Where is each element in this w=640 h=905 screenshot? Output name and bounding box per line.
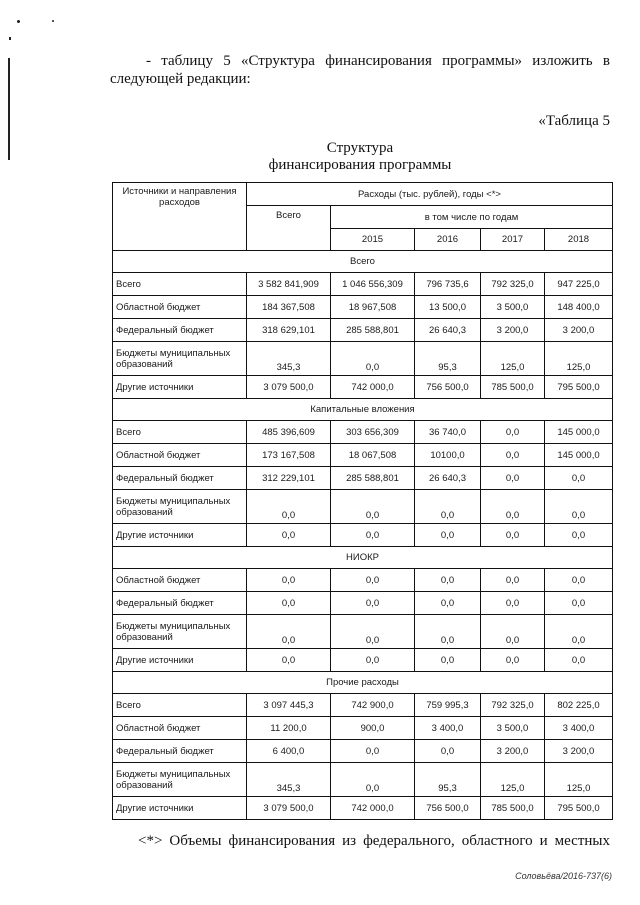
value-cell: 0,0 — [247, 592, 331, 615]
value-cell: 125,0 — [545, 763, 613, 797]
value-cell: 3 200,0 — [545, 319, 613, 342]
value-cell: 345,3 — [247, 342, 331, 376]
scan-dot — [52, 20, 54, 22]
value-cell: 947 225,0 — [545, 273, 613, 296]
value-cell: 0,0 — [415, 740, 481, 763]
value-cell: 148 400,0 — [545, 296, 613, 319]
table-row — [113, 797, 613, 820]
value-cell: 3 400,0 — [415, 717, 481, 740]
row-label: Областной бюджет — [113, 444, 247, 467]
value-cell: 795 500,0 — [545, 797, 613, 820]
header-year: 2018 — [545, 229, 613, 251]
row-label: Бюджеты муниципальных образований — [113, 763, 247, 797]
value-cell: 0,0 — [545, 592, 613, 615]
value-cell: 756 500,0 — [415, 376, 481, 399]
value-cell: 0,0 — [415, 569, 481, 592]
header-source: Источники и направления расходов — [113, 183, 247, 251]
value-cell: 0,0 — [247, 524, 331, 547]
value-cell: 0,0 — [331, 763, 415, 797]
intro-paragraph — [110, 52, 610, 88]
row-label: Всего — [113, 694, 247, 717]
table-row — [113, 717, 613, 740]
table-row — [113, 296, 613, 319]
value-cell: 0,0 — [545, 615, 613, 649]
row-label: Всего — [113, 421, 247, 444]
value-cell: 312 229,101 — [247, 467, 331, 490]
row-label: Другие источники — [113, 649, 247, 672]
value-cell: 184 367,508 — [247, 296, 331, 319]
value-cell: 0,0 — [481, 467, 545, 490]
financing-table — [112, 182, 613, 820]
header-expenses: Расходы (тыс. рублей), годы <*> — [247, 183, 613, 206]
table-row — [113, 569, 613, 592]
value-cell: 802 225,0 — [545, 694, 613, 717]
value-cell: 0,0 — [481, 615, 545, 649]
binding-line — [8, 58, 10, 160]
value-cell: 173 167,508 — [247, 444, 331, 467]
value-cell: 0,0 — [545, 467, 613, 490]
row-label: Федеральный бюджет — [113, 592, 247, 615]
footnote: <*> Объемы финансирования из федерального, областного и местных — [138, 833, 610, 849]
table-title — [110, 140, 610, 174]
value-cell: 900,0 — [331, 717, 415, 740]
value-cell: 3 200,0 — [545, 740, 613, 763]
value-cell: 0,0 — [331, 615, 415, 649]
row-label: Другие источники — [113, 797, 247, 820]
value-cell: 0,0 — [247, 490, 331, 524]
row-label: Бюджеты муниципальных образований — [113, 342, 247, 376]
table-row — [113, 467, 613, 490]
value-cell: 0,0 — [415, 615, 481, 649]
intro-line-2: следующей редакции: — [110, 71, 251, 87]
header-by-years: в том числе по годам — [331, 206, 613, 229]
table-row — [113, 615, 613, 649]
value-cell: 796 735,6 — [415, 273, 481, 296]
header-year: 2015 — [331, 229, 415, 251]
value-cell: 742 000,0 — [331, 797, 415, 820]
value-cell: 795 500,0 — [545, 376, 613, 399]
value-cell: 0,0 — [415, 524, 481, 547]
intro-line-1: - таблицу 5 «Структура финансирования программы» изложить в — [146, 53, 610, 69]
value-cell: 145 000,0 — [545, 444, 613, 467]
table-title-line-1: Структура — [326, 140, 394, 156]
row-label: Бюджеты муниципальных образований — [113, 615, 247, 649]
header-year: 2016 — [415, 229, 481, 251]
table-row — [113, 273, 613, 296]
value-cell: 3 079 500,0 — [247, 797, 331, 820]
value-cell: 1 046 556,309 — [331, 273, 415, 296]
table-row — [113, 421, 613, 444]
value-cell: 95,3 — [415, 763, 481, 797]
row-label: Областной бюджет — [113, 717, 247, 740]
value-cell: 6 400,0 — [247, 740, 331, 763]
value-cell: 3 400,0 — [545, 717, 613, 740]
value-cell: 3 200,0 — [481, 319, 545, 342]
table-row — [113, 763, 613, 797]
value-cell: 3 079 500,0 — [247, 376, 331, 399]
value-cell: 36 740,0 — [415, 421, 481, 444]
value-cell: 26 640,3 — [415, 319, 481, 342]
row-label: Бюджеты муниципальных образований — [113, 490, 247, 524]
value-cell: 0,0 — [481, 649, 545, 672]
value-cell: 95,3 — [415, 342, 481, 376]
value-cell: 0,0 — [331, 569, 415, 592]
value-cell: 13 500,0 — [415, 296, 481, 319]
value-cell: 145 000,0 — [545, 421, 613, 444]
value-cell: 0,0 — [481, 569, 545, 592]
scan-dot — [9, 37, 11, 40]
value-cell: 0,0 — [247, 649, 331, 672]
value-cell: 792 325,0 — [481, 694, 545, 717]
value-cell: 0,0 — [415, 649, 481, 672]
value-cell: 10100,0 — [415, 444, 481, 467]
value-cell: 0,0 — [481, 490, 545, 524]
value-cell: 0,0 — [415, 592, 481, 615]
value-cell: 345,3 — [247, 763, 331, 797]
table-row — [113, 444, 613, 467]
value-cell: 125,0 — [481, 763, 545, 797]
row-label: Другие источники — [113, 376, 247, 399]
section-title: Капитальные вложения — [113, 399, 613, 421]
row-label: Другие источники — [113, 524, 247, 547]
section-title: НИОКР — [113, 547, 613, 569]
table-row — [113, 740, 613, 763]
value-cell: 0,0 — [247, 569, 331, 592]
value-cell: 0,0 — [331, 740, 415, 763]
value-cell: 0,0 — [331, 490, 415, 524]
value-cell: 742 000,0 — [331, 376, 415, 399]
table-row — [113, 376, 613, 399]
table-title-line-2: финансирования программы — [268, 157, 452, 173]
value-cell: 0,0 — [481, 524, 545, 547]
table-row — [113, 524, 613, 547]
value-cell: 0,0 — [545, 569, 613, 592]
table-row — [113, 649, 613, 672]
value-cell: 0,0 — [247, 615, 331, 649]
value-cell: 742 900,0 — [331, 694, 415, 717]
value-cell: 756 500,0 — [415, 797, 481, 820]
header-total: Всего — [247, 206, 331, 251]
document-code: Соловьёва/2016-737(6) — [515, 871, 612, 881]
value-cell: 785 500,0 — [481, 376, 545, 399]
row-label: Областной бюджет — [113, 569, 247, 592]
value-cell: 303 656,309 — [331, 421, 415, 444]
value-cell: 26 640,3 — [415, 467, 481, 490]
table-number: «Таблица 5 — [538, 113, 610, 129]
value-cell: 0,0 — [545, 490, 613, 524]
value-cell: 0,0 — [481, 592, 545, 615]
table-row — [113, 694, 613, 717]
row-label: Федеральный бюджет — [113, 467, 247, 490]
value-cell: 318 629,101 — [247, 319, 331, 342]
value-cell: 485 396,609 — [247, 421, 331, 444]
value-cell: 759 995,3 — [415, 694, 481, 717]
value-cell: 0,0 — [331, 649, 415, 672]
row-label: Федеральный бюджет — [113, 740, 247, 763]
value-cell: 3 200,0 — [481, 740, 545, 763]
value-cell: 0,0 — [545, 524, 613, 547]
row-label: Областной бюджет — [113, 296, 247, 319]
table-row — [113, 490, 613, 524]
row-label: Федеральный бюджет — [113, 319, 247, 342]
table-row — [113, 592, 613, 615]
value-cell: 792 325,0 — [481, 273, 545, 296]
value-cell: 0,0 — [545, 649, 613, 672]
header-year: 2017 — [481, 229, 545, 251]
value-cell: 785 500,0 — [481, 797, 545, 820]
value-cell: 285 588,801 — [331, 467, 415, 490]
value-cell: 3 500,0 — [481, 717, 545, 740]
row-label: Всего — [113, 273, 247, 296]
value-cell: 18 067,508 — [331, 444, 415, 467]
value-cell: 285 588,801 — [331, 319, 415, 342]
value-cell: 0,0 — [415, 490, 481, 524]
value-cell: 0,0 — [481, 421, 545, 444]
table-row — [113, 342, 613, 376]
value-cell: 125,0 — [481, 342, 545, 376]
section-title: Прочие расходы — [113, 672, 613, 694]
section-title: Всего — [113, 251, 613, 273]
value-cell: 18 967,508 — [331, 296, 415, 319]
value-cell: 125,0 — [545, 342, 613, 376]
value-cell: 3 097 445,3 — [247, 694, 331, 717]
value-cell: 3 500,0 — [481, 296, 545, 319]
value-cell: 3 582 841,909 — [247, 273, 331, 296]
table-row — [113, 319, 613, 342]
value-cell: 0,0 — [331, 592, 415, 615]
value-cell: 0,0 — [481, 444, 545, 467]
value-cell: 0,0 — [331, 524, 415, 547]
value-cell: 0,0 — [331, 342, 415, 376]
value-cell: 11 200,0 — [247, 717, 331, 740]
scan-dot — [17, 20, 20, 23]
